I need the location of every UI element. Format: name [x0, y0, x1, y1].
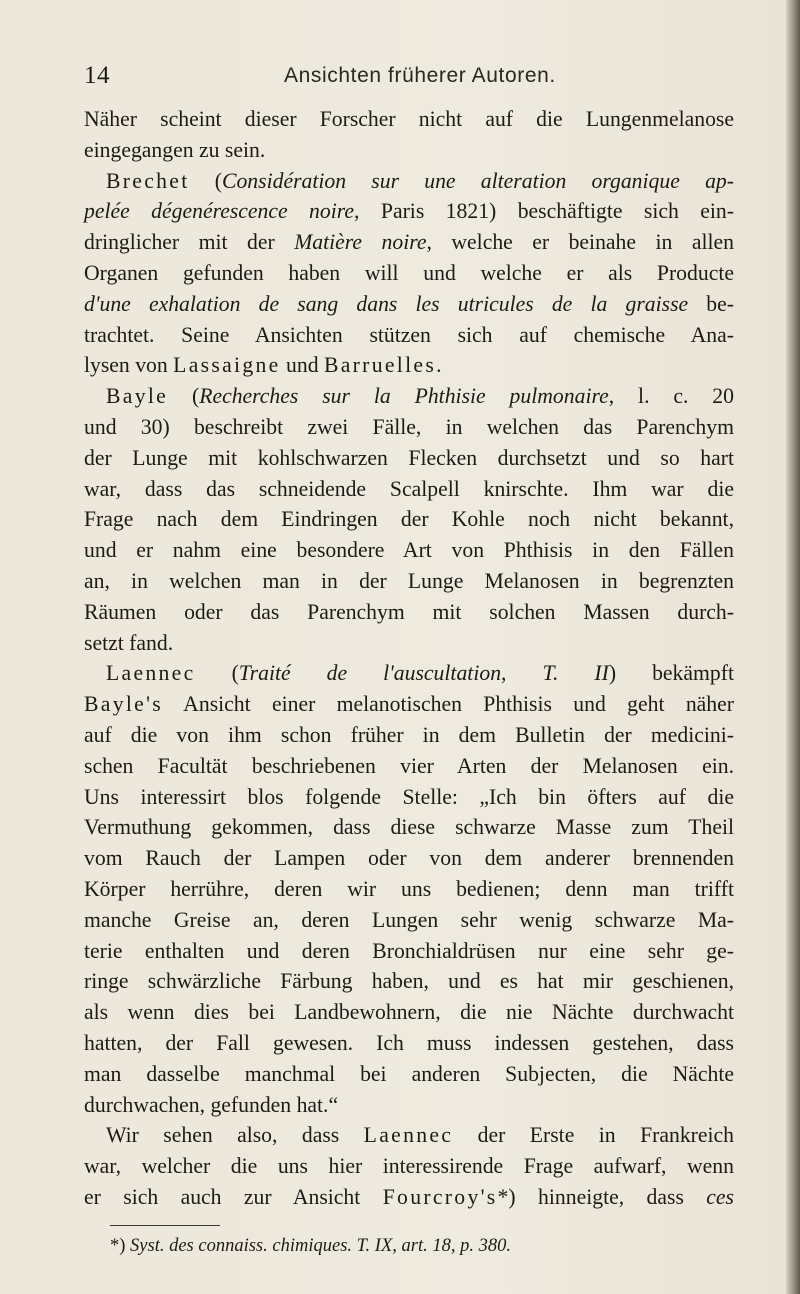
footnote	[110, 1233, 710, 1259]
text-segment: (	[189, 168, 222, 193]
text-segment: Körper herrühre, deren wir uns bedienen; denn man trifft	[84, 876, 734, 901]
text-line	[84, 566, 734, 597]
text-segment: der Lunge mit kohlschwarzen Flecken durchsetzt und so hart	[84, 445, 734, 470]
text-segment: war, welcher die uns hier interessirende Frage aufwarf, wenn	[84, 1154, 734, 1179]
spaced-name: Barruelles	[323, 353, 437, 378]
spaced-name: Brechet	[106, 168, 190, 193]
text-line	[84, 905, 734, 936]
text-line	[84, 843, 734, 874]
text-line	[84, 1151, 734, 1182]
italic-segment: T. II	[542, 661, 609, 686]
italic-segment: pelée dégenérescence noire	[84, 199, 355, 224]
text-line	[84, 474, 734, 505]
page-edge-shadow	[786, 0, 800, 1294]
text-line	[84, 535, 734, 566]
text-segment: Vermuthung gekommen, dass diese schwarze Masse zum Theil	[84, 815, 734, 840]
text-segment: .	[436, 353, 442, 378]
spaced-name: Lassaigne	[173, 353, 281, 378]
text-segment: hatten, der Fall gewesen. Ich muss indessen gestehen, dass	[84, 1030, 734, 1055]
italic-segment: Considération sur une alteration organique ap-	[221, 168, 734, 193]
text-segment: der Erste in Frankreich	[453, 1123, 735, 1148]
text-line	[84, 936, 734, 967]
italic-segment: d'une exhalation de sang dans les utricules de la graisse	[84, 291, 689, 316]
text-segment: war, dass das schneidende Scalpell knirschte. Ihm war die	[84, 476, 734, 501]
text-line	[84, 381, 734, 412]
text-segment: terie enthalten und deren Bronchialdrüsen nur eine sehr ge-	[84, 938, 734, 963]
text-line	[84, 258, 734, 289]
footnote-marker: *)	[110, 1236, 131, 1256]
text-line	[84, 504, 734, 535]
text-line	[84, 1028, 734, 1059]
text-segment: ringe schwärzliche Färbung haben, und es hat mir geschienen,	[84, 969, 734, 994]
spaced-name: Laennec	[106, 661, 196, 686]
text-line	[84, 874, 734, 905]
text-line	[84, 350, 734, 381]
text-segment: , Paris 1821) beschäftigte sich ein-	[354, 199, 734, 224]
footnote-rule	[110, 1225, 220, 1226]
text-segment: ,	[501, 661, 543, 686]
text-segment: setzt fand.	[84, 630, 174, 655]
text-line	[84, 782, 734, 813]
spaced-name: Laennec	[363, 1123, 454, 1148]
text-segment: Uns interessirt blos folgende Stelle: „Ich bin öfters auf die	[84, 784, 734, 809]
text-segment: er sich auch zur Ansicht	[84, 1184, 383, 1209]
text-segment: vom Rauch der Lampen oder von dem anderer brennenden	[84, 846, 734, 871]
text-segment: und 30) beschreibt zwei Fälle, in welchen das Parenchym	[84, 414, 734, 439]
text-line	[84, 104, 734, 135]
text-segment: ) bekämpft	[608, 661, 734, 686]
text-line	[84, 966, 734, 997]
text-line	[84, 751, 734, 782]
text-segment: Näher scheint dieser Forscher nicht auf die Lungenmelanose	[84, 107, 734, 131]
text-segment: , l. c. 20	[608, 384, 734, 409]
spaced-name: Bayle	[106, 384, 169, 409]
page-header	[84, 62, 734, 102]
text-segment: eingegangen zu sein.	[84, 137, 266, 162]
text-segment: Wir sehen also, dass	[106, 1123, 364, 1148]
text-segment: als wenn dies bei Landbewohnern, die nie Nächte durchwacht	[84, 1000, 734, 1025]
text-line	[84, 289, 734, 320]
text-segment: (	[195, 661, 239, 686]
running-head: Ansichten früherer Autoren.	[284, 64, 556, 87]
page-number: 14	[84, 62, 110, 89]
italic-segment: Matière noire	[294, 230, 427, 255]
text-segment: schen Facultät beschriebenen vier Arten der Melanosen ein.	[84, 753, 734, 778]
text-line	[84, 997, 734, 1028]
text-segment: Ansicht einer melanotischen Phthisis und geht näher	[163, 692, 734, 717]
text-segment: man dasselbe manchmal bei anderen Subjecten, die Nächte	[84, 1061, 734, 1086]
italic-segment: Traité de l'auscultation	[238, 661, 502, 686]
text-segment: manche Greise an, deren Lungen sehr wenig schwarze Ma-	[84, 907, 734, 932]
text-line	[84, 227, 734, 258]
text-segment: Räumen oder das Parenchym mit solchen Massen durch-	[84, 599, 734, 624]
text-line	[84, 1182, 734, 1213]
text-segment: lysen von	[84, 353, 174, 378]
text-segment: (	[168, 384, 200, 409]
text-segment: Organen gefunden haben will und welche er als Producte	[84, 260, 734, 285]
italic-segment: ces	[706, 1184, 734, 1209]
italic-segment: Recherches sur la Phthisie pulmonaire	[199, 384, 609, 409]
spaced-name: Bayle's	[84, 692, 164, 717]
body-text	[84, 104, 734, 1213]
text-line	[84, 628, 734, 659]
text-line	[84, 720, 734, 751]
text-line	[84, 1059, 734, 1090]
text-line	[84, 196, 734, 227]
text-segment: *) hinneigte, dass	[497, 1184, 707, 1209]
text-segment: an, in welchen man in der Lunge Melanosen in begrenzten	[84, 568, 734, 593]
text-line	[84, 443, 734, 474]
text-segment: dringlicher mit der	[84, 230, 295, 255]
text-segment: Frage nach dem Eindringen der Kohle noch nicht bekannt,	[84, 507, 734, 532]
text-segment: durchwachen, gefunden hat.“	[84, 1092, 339, 1117]
text-line	[84, 597, 734, 628]
text-line	[84, 1090, 734, 1121]
text-segment: , welche er beinahe in allen	[426, 230, 734, 255]
text-line	[84, 812, 734, 843]
text-segment: be-	[688, 291, 734, 316]
text-segment: auf die von ihm schon früher in dem Bulletin der medicini-	[84, 722, 734, 747]
text-line	[84, 166, 734, 197]
text-segment: trachtet. Seine Ansichten stützen sich auf chemische Ana-	[84, 322, 734, 347]
text-line	[84, 658, 734, 689]
text-line	[84, 412, 734, 443]
text-line	[84, 689, 734, 720]
text-segment: und	[280, 353, 324, 378]
text-line	[84, 135, 734, 166]
text-segment: und er nahm eine besondere Art von Phthisis in den Fällen	[84, 538, 734, 563]
text-line	[84, 1120, 734, 1151]
spaced-name: Fourcroy's	[382, 1184, 498, 1209]
footnote-text: Syst. des connaiss. chimiques. T. IX, art. 18, p. 380.	[130, 1236, 511, 1256]
text-line	[84, 320, 734, 351]
